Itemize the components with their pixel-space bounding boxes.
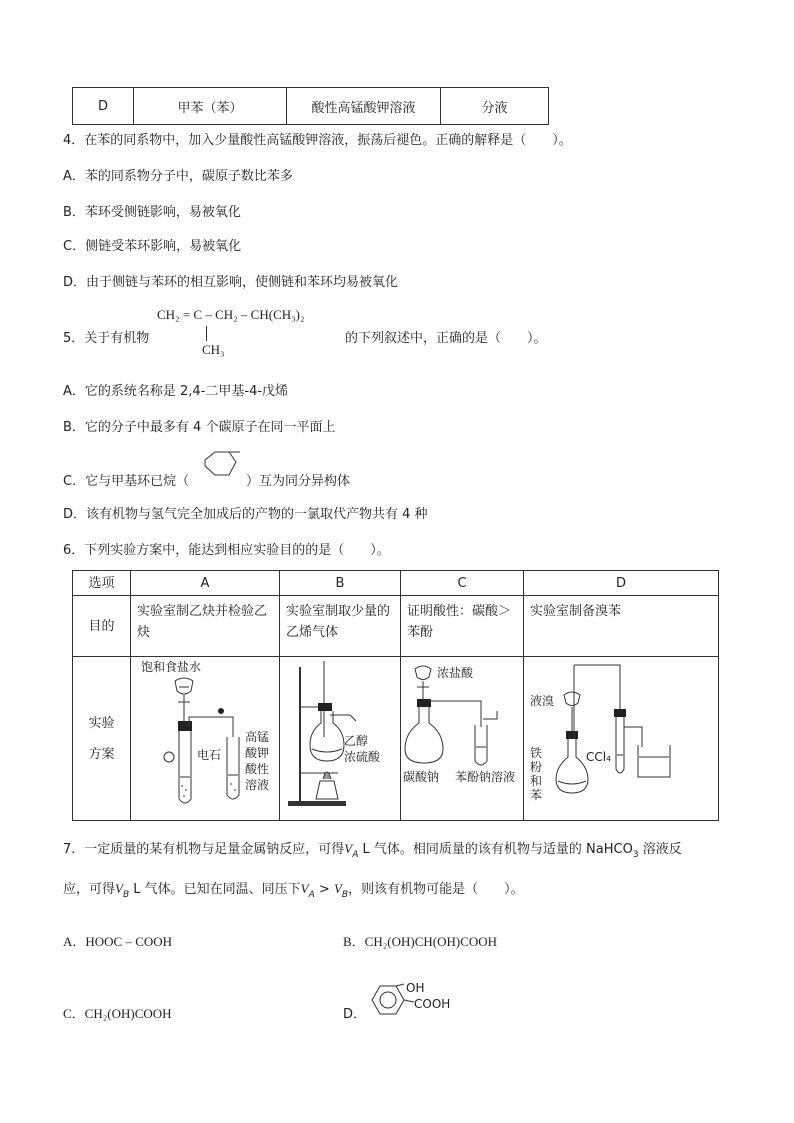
table-row bbox=[73, 657, 719, 821]
purpose-cell-c: 证明酸性：碳酸＞苯酚 bbox=[401, 596, 524, 657]
q5-stem-prefix: 5．关于有机物 bbox=[63, 331, 150, 346]
label-oh: OH bbox=[406, 981, 425, 995]
purpose-cell-b: 实验室制取少量的乙烯气体 bbox=[280, 596, 401, 657]
q6-stem: 6．下列实验方案中，能达到相应实验目的的是（ ）。 bbox=[63, 543, 390, 558]
label-kmno4-4: 溶液 bbox=[245, 778, 270, 792]
label-saturated-brine: 饱和食盐水 bbox=[141, 660, 202, 674]
q5-formula-branch: CH₃ bbox=[202, 342, 225, 357]
label-iron-2: 粉 bbox=[530, 760, 543, 774]
q5-stem-suffix: 的下列叙述中，正确的是（ ）。 bbox=[345, 331, 547, 346]
label-liquid-bromine: 液溴 bbox=[530, 694, 555, 708]
q7-option-d[interactable]: D． bbox=[343, 1007, 367, 1022]
q6-table bbox=[72, 570, 719, 821]
table-cell: 分液 bbox=[441, 88, 549, 125]
purpose-cell-a: 实验室制乙炔并检验乙炔 bbox=[131, 596, 280, 657]
acetylene-apparatus-diagram bbox=[131, 657, 279, 813]
header-cell: 选项 bbox=[73, 571, 131, 596]
header-cell: A bbox=[131, 571, 280, 596]
label-conc-sulfuric-acid: 浓硫酸 bbox=[344, 750, 381, 764]
q4-option-d[interactable]: D．由于侧链与苯环的相互影响，使侧链和苯环均易被氧化 bbox=[63, 275, 399, 290]
q5-formula-bond bbox=[206, 326, 207, 341]
table-cell: 酸性高锰酸钾溶液 bbox=[287, 88, 441, 125]
label-iron-3: 和 bbox=[530, 774, 543, 788]
label-sodium-carbonate: 碳酸钠 bbox=[403, 770, 440, 784]
table-row bbox=[73, 596, 719, 657]
q4-option-b[interactable]: B．苯环受侧链影响，易被氧化 bbox=[63, 205, 241, 220]
table-row bbox=[73, 88, 549, 125]
label-ccl4: CCl₄ bbox=[586, 750, 611, 764]
label-kmno4-3: 酸性 bbox=[245, 762, 270, 776]
q4-stem: 4．在苯的同系物中，加入少量酸性高锰酸钾溶液，振荡后褪色。正确的解释是（ ）。 bbox=[63, 133, 572, 148]
methylcyclohexane-structure-icon bbox=[200, 448, 248, 488]
q5-option-a[interactable]: A．它的系统名称是 2,4-二甲基-4-戊烯 bbox=[63, 384, 289, 399]
label-sodium-phenoxide: 苯酚钠溶液 bbox=[455, 770, 516, 784]
salicylic-acid-structure-icon bbox=[366, 978, 466, 1022]
apparatus-cell-d bbox=[524, 657, 719, 821]
apparatus-cell-c bbox=[401, 657, 524, 821]
q5-formula-main: CH₂ = C – CH₂ – CH(CH₃)₂ bbox=[157, 307, 305, 322]
q5-option-c-prefix[interactable]: C．它与甲基环已烷（ bbox=[63, 474, 190, 489]
top-table bbox=[72, 87, 549, 125]
table-cell: D bbox=[73, 88, 134, 125]
q7-option-c[interactable]: C．CH₂(OH)COOH bbox=[63, 1006, 172, 1021]
q4-option-c[interactable]: C．侧链受苯环影响，易被氧化 bbox=[63, 239, 242, 254]
label-calcium-carbide: 电石 bbox=[197, 748, 222, 762]
q4-option-a[interactable]: A．苯的同系物分子中，碳原子数比苯多 bbox=[63, 169, 293, 184]
q5-option-d[interactable]: D．该有机物与氢气完全加成后的产物的一氯取代产物共有 4 种 bbox=[63, 507, 428, 522]
q7-option-a[interactable]: A．HOOC – COOH bbox=[63, 934, 173, 949]
row-label-plan bbox=[73, 657, 131, 821]
q5-option-b[interactable]: B．它的分子中最多有 4 个碳原子在同一平面上 bbox=[63, 420, 336, 435]
table-header-row bbox=[73, 571, 719, 596]
q7-line1: 7．一定质量的某有机物与足量金属钠反应，可得$V_A$ L 气体。相同质量的该有机物与适量的 NaHCO$_3$ 溶液反 bbox=[63, 841, 682, 860]
label-iron-1: 铁 bbox=[530, 746, 543, 760]
q7-line2: 应，可得$V_B$ L 气体。已知在同温、同压下$V_A > V_B$，则该有机物可能是（ ）。 bbox=[63, 881, 524, 900]
acidity-apparatus-diagram bbox=[401, 657, 523, 813]
label-kmno4-1: 高锰 bbox=[245, 730, 270, 744]
q5-option-c-suffix: ）互为同分异构体 bbox=[246, 474, 351, 489]
header-cell: B bbox=[280, 571, 401, 596]
row-label-plan-line2: 方案 bbox=[88, 746, 115, 762]
table-cell: 甲苯（苯） bbox=[134, 88, 287, 125]
label-cooh: COOH bbox=[414, 997, 451, 1011]
row-label-purpose: 目的 bbox=[73, 596, 131, 657]
purpose-cell-d: 实验室制备溴苯 bbox=[524, 596, 719, 657]
label-ethanol: 乙醇 bbox=[344, 734, 369, 748]
label-iron-4: 苯 bbox=[530, 788, 543, 802]
header-cell: C bbox=[401, 571, 524, 596]
apparatus-cell-b bbox=[280, 657, 401, 821]
label-kmno4-2: 酸钾 bbox=[245, 746, 270, 760]
apparatus-cell-a bbox=[131, 657, 280, 821]
row-label-plan-line1: 实验 bbox=[88, 715, 115, 731]
bromobenzene-apparatus-diagram bbox=[524, 657, 682, 813]
q7-option-b[interactable]: B．CH₂(OH)CH(OH)COOH bbox=[343, 934, 498, 949]
header-cell: D bbox=[524, 571, 719, 596]
ethylene-apparatus-diagram bbox=[280, 657, 400, 813]
label-conc-hcl: 浓盐酸 bbox=[437, 666, 474, 680]
